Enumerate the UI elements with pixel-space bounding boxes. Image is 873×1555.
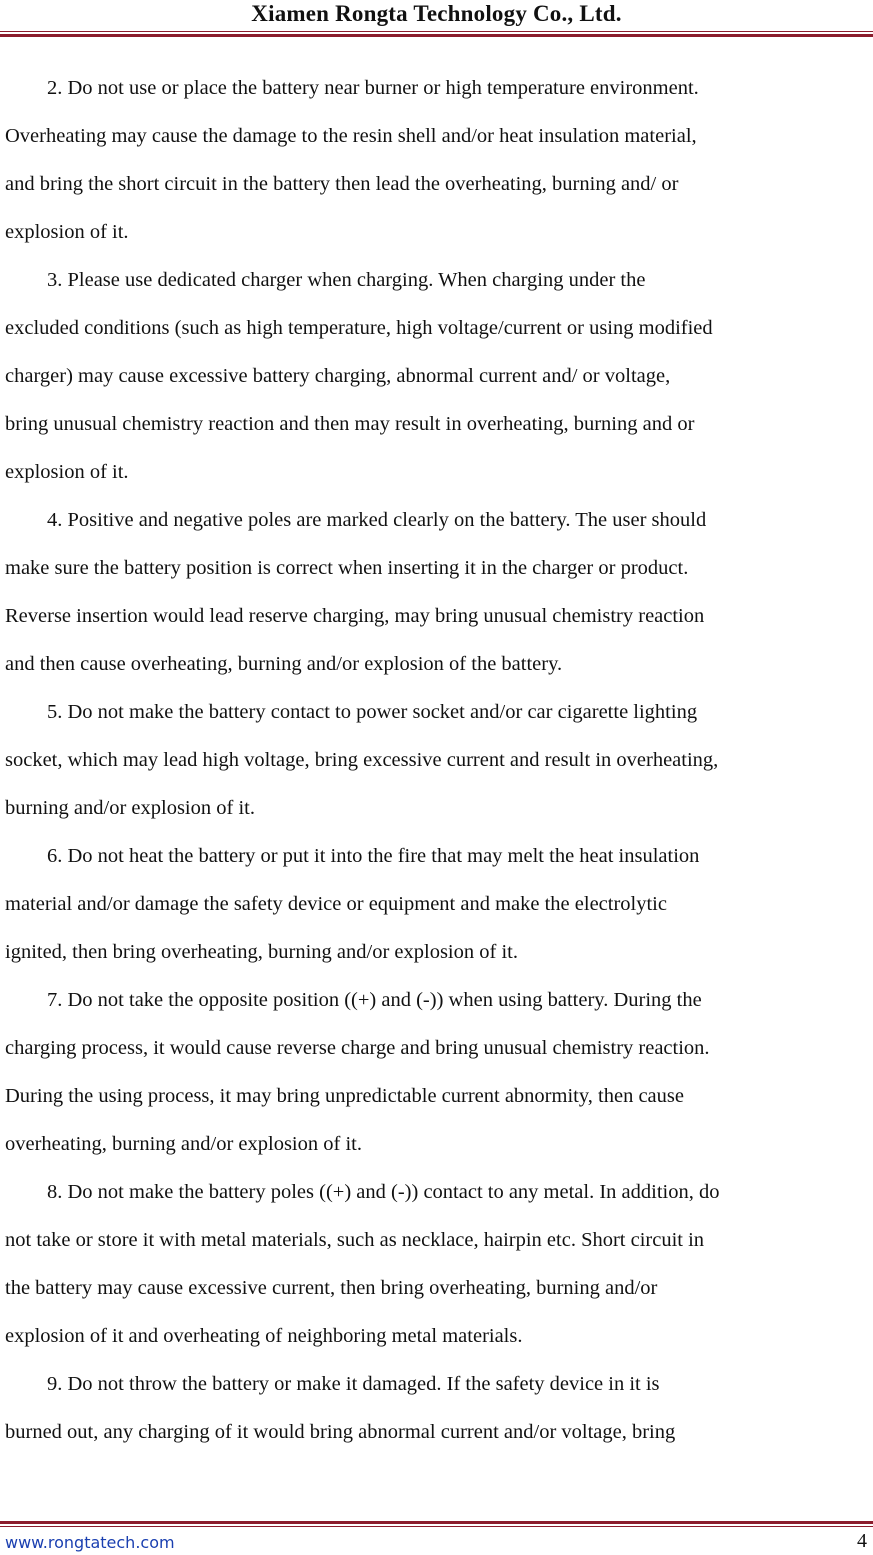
text-line: charging process, it would cause reverse charge and bring unusual chemistry reaction. (5, 1037, 710, 1059)
text-line: explosion of it. (5, 221, 129, 243)
text-line: explosion of it and overheating of neighboring metal materials. (5, 1325, 523, 1347)
page-header (0, 0, 873, 28)
page-number: 4 (857, 1530, 867, 1552)
paragraph-3 (5, 256, 871, 496)
footer-rule-thick (0, 1521, 873, 1524)
paragraph-5 (5, 688, 871, 832)
text-line: excluded conditions (such as high temperature, high voltage/current or using modified (5, 317, 713, 339)
company-title: Xiamen Rongta Technology Co., Ltd. (251, 1, 622, 26)
text-line: 3. Please use dedicated charger when charging. When charging under the (47, 269, 646, 291)
text-line: overheating, burning and/or explosion of it. (5, 1133, 362, 1155)
text-line: burned out, any charging of it would bring abnormal current and/or voltage, bring (5, 1421, 676, 1443)
text-line: Overheating may cause the damage to the resin shell and/or heat insulation material, (5, 125, 697, 147)
text-line: and bring the short circuit in the battery then lead the overheating, burning and/ or (5, 173, 679, 195)
text-line: socket, which may lead high voltage, bring excessive current and result in overheating, (5, 749, 719, 771)
paragraph-7 (5, 976, 871, 1168)
text-line: bring unusual chemistry reaction and then may result in overheating, burning and or (5, 413, 695, 435)
text-line: ignited, then bring overheating, burning and/or explosion of it. (5, 941, 518, 963)
text-line: During the using process, it may bring unpredictable current abnormity, then cause (5, 1085, 684, 1107)
text-line: 6. Do not heat the battery or put it into the fire that may melt the heat insulation (47, 845, 700, 867)
text-line: 7. Do not take the opposite position ((+) and (-)) when using battery. During the (47, 989, 702, 1011)
text-line: 2. Do not use or place the battery near burner or high temperature environment. (47, 77, 699, 99)
header-rule-thick (0, 34, 873, 37)
text-line: 8. Do not make the battery poles ((+) and (-)) contact to any metal. In addition, do (47, 1181, 720, 1203)
text-line: material and/or damage the safety device or equipment and make the electrolytic (5, 893, 667, 915)
page-footer (0, 1518, 873, 1555)
document-body (5, 64, 871, 1456)
text-line: 5. Do not make the battery contact to power socket and/or car cigarette lighting (47, 701, 698, 723)
text-line: Reverse insertion would lead reserve charging, may bring unusual chemistry reaction (5, 605, 705, 627)
header-rule-thin (0, 31, 873, 32)
text-line: 4. Positive and negative poles are marked clearly on the battery. The user should (47, 509, 707, 531)
text-line: 9. Do not throw the battery or make it damaged. If the safety device in it is (47, 1373, 660, 1395)
paragraph-2 (5, 64, 871, 256)
website-link[interactable]: www.rongtatech.com (5, 1533, 175, 1552)
text-line: charger) may cause excessive battery charging, abnormal current and/ or voltage, (5, 365, 671, 387)
text-line: the battery may cause excessive current, then bring overheating, burning and/or (5, 1277, 658, 1299)
paragraph-9 (5, 1360, 871, 1456)
paragraph-8 (5, 1168, 871, 1360)
text-line: not take or store it with metal materials, such as necklace, hairpin etc. Short circuit in (5, 1229, 705, 1251)
paragraph-4 (5, 496, 871, 688)
footer-rule-thin (0, 1526, 873, 1527)
text-line: and then cause overheating, burning and/or explosion of the battery. (5, 653, 563, 675)
text-line: explosion of it. (5, 461, 129, 483)
paragraph-6 (5, 832, 871, 976)
text-line: burning and/or explosion of it. (5, 797, 255, 819)
text-line: make sure the battery position is correct when inserting it in the charger or product. (5, 557, 689, 579)
